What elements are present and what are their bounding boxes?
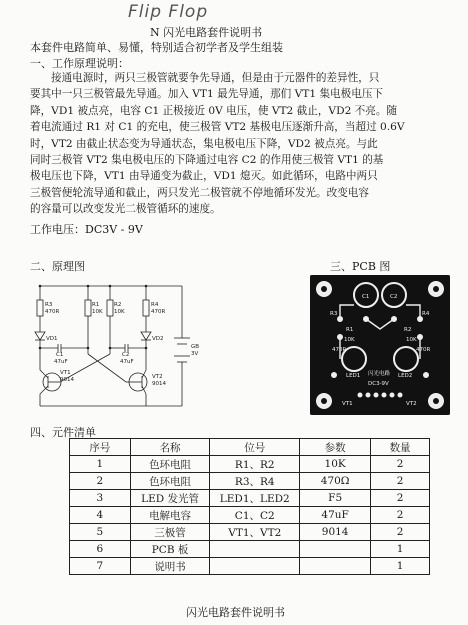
principle-line: 要其中一只三极管最先导通。加入 VT1 最先导通，那们 VT1 集电极电压下 <box>30 88 384 101</box>
table-row <box>70 558 430 575</box>
table-cell: 色环电阻 <box>130 473 210 490</box>
section-3-title: 三、PCB 图 <box>330 260 391 273</box>
principle-line: 接通电源时，两只三极管就要争先导通，但是由于元器件的差异性，只 <box>51 72 380 84</box>
label-c2-value: 47uF <box>120 359 134 365</box>
label-r3: R3 <box>45 302 53 308</box>
pcb-label-led1: LED1 <box>346 373 361 379</box>
table-cell <box>210 558 300 575</box>
table-row <box>70 524 430 541</box>
pcb-label-voltage: DC3-9V <box>368 381 389 387</box>
pcb-label-led2: LED2 <box>398 373 413 379</box>
table-cell: 色环电阻 <box>130 456 210 473</box>
table-cell: PCB 板 <box>130 541 210 558</box>
pcb-diagram <box>310 275 450 415</box>
table-cell: 470Ω <box>300 473 371 490</box>
pcb-label-r1: R1 <box>346 327 354 333</box>
table-cell: VT1、VT2 <box>210 524 300 541</box>
label-gb-value: 3V <box>191 351 199 357</box>
table-cell: 5 <box>70 524 131 541</box>
table-cell: C1、C2 <box>210 507 300 524</box>
table-cell: LED1、LED2 <box>210 490 300 507</box>
table-cell: 2 <box>371 507 430 524</box>
table-cell: 1 <box>70 456 131 473</box>
label-r2: R2 <box>114 302 122 308</box>
header-index: 序号 <box>70 439 131 456</box>
table-cell: LED 发光管 <box>130 490 210 507</box>
section-1-title: 一、工作原理说明： <box>30 57 129 70</box>
table-cell: 电解电容 <box>130 507 210 524</box>
pcb-label-vt2: VT2 <box>406 401 417 407</box>
label-r4: R4 <box>151 302 159 308</box>
label-vt2-model: 9014 <box>152 381 166 387</box>
label-r1: R1 <box>92 302 100 308</box>
label-vd1: VD1 <box>46 336 58 342</box>
label-vt1-model: 9014 <box>60 377 74 383</box>
principle-line: 的容量可以改变发光二极管循环的速度。 <box>30 203 221 216</box>
label-c1: C1 <box>56 352 64 358</box>
label-vt2: VT2 <box>152 374 163 380</box>
table-header-row <box>70 439 430 456</box>
table-cell: 2 <box>371 524 430 541</box>
section-2-title: 二、原理图 <box>30 260 85 273</box>
pcb-label-brand: 闪光电路 <box>368 371 391 377</box>
header-name: 名称 <box>130 439 210 456</box>
label-r1-value: 10K <box>92 309 103 315</box>
table-cell <box>300 558 371 575</box>
pcb-label-vt1: VT1 <box>342 401 353 407</box>
principle-line: 时，VT2 由截止状态变为导通状态，集电极电压下降，VD2 被点亮。与此 <box>30 137 378 150</box>
principle-line: 降，VD1 被点亮，电容 C1 正极接近 0V 电压，使 VT2 截止，VD2 不亮。随 <box>30 104 398 117</box>
table-row <box>70 456 430 473</box>
header-position: 位号 <box>210 439 300 456</box>
pcb-label-r2-value: 10K <box>406 337 417 343</box>
pcb-label-r2: R2 <box>404 327 412 333</box>
table-cell: 三极管 <box>130 524 210 541</box>
pcb-label-r1-value: 10K <box>344 337 355 343</box>
section-4-title: 四、元件清单 <box>30 426 96 439</box>
pcb-label-c2: C2 <box>390 294 398 300</box>
principle-line: 着电流通过 R1 对 C1 的充电，使三极管 VT2 基极电压逐渐升高，当超过 0.6V <box>30 121 405 134</box>
schematic-diagram <box>30 278 210 418</box>
handwritten-note: Flip Flop <box>128 2 209 22</box>
table-row <box>70 490 430 507</box>
table-cell: 2 <box>371 473 430 490</box>
document-title: N 闪光电路套件说明书 <box>150 26 263 39</box>
table-cell: 2 <box>371 456 430 473</box>
label-gb: GB <box>191 344 200 350</box>
table-cell: F5 <box>300 490 371 507</box>
table-row <box>70 473 430 490</box>
header-quantity: 数量 <box>371 439 430 456</box>
table-cell: R3、R4 <box>210 473 300 490</box>
principle-line: 同时三极管 VT2 集电极电压的下降通过电容 C2 的作用使三极管 VT1 的基 <box>30 154 384 167</box>
table-cell: 7 <box>70 558 131 575</box>
table-cell: 1 <box>371 541 430 558</box>
pcb-label-r3: R3 <box>330 311 338 317</box>
principle-line: 极电压也下降，VT1 由导通变为截止，VD1 熄灭。如此循环，电路中两只 <box>30 170 378 183</box>
table-cell: 2 <box>371 490 430 507</box>
label-vt1: VT1 <box>60 370 71 376</box>
principle-line: 三极管便轮流导通和截止，两只发光二极管就不停地循环发光。改变电容 <box>30 186 369 199</box>
table-row <box>70 507 430 524</box>
pcb-label-r4: R4 <box>422 311 430 317</box>
table-cell: 1 <box>371 558 430 575</box>
label-vd2: VD2 <box>152 336 164 342</box>
table-cell: 4 <box>70 507 131 524</box>
label-r2-value: 10K <box>114 309 125 315</box>
table-cell: 9014 <box>300 524 371 541</box>
principle-paragraph <box>30 70 460 218</box>
table-cell: 6 <box>70 541 131 558</box>
table-cell: 10K <box>300 456 371 473</box>
label-r4-value: 470R <box>151 309 166 315</box>
table-cell: 2 <box>70 473 131 490</box>
intro-text: 本套件电路简单、易懂，特别适合初学者及学生组装 <box>30 41 283 54</box>
label-r3-value: 470R <box>45 309 60 315</box>
table-cell: 说明书 <box>130 558 210 575</box>
table-row <box>70 541 430 558</box>
table-cell <box>210 541 300 558</box>
label-c2: C2 <box>122 352 130 358</box>
header-parameter: 参数 <box>300 439 371 456</box>
pcb-label-c1: C1 <box>362 294 370 300</box>
working-voltage: 工作电压：DC3V - 9V <box>30 223 143 236</box>
footer-text: 闪光电路套件说明书 <box>186 606 285 619</box>
parts-table <box>69 438 430 575</box>
pcb-label-r3-value: 470R <box>332 347 347 353</box>
table-cell: 3 <box>70 490 131 507</box>
table-cell <box>300 541 371 558</box>
label-c1-value: 47uF <box>54 359 68 365</box>
table-cell: R1、R2 <box>210 456 300 473</box>
pcb-label-r4-value: 470R <box>416 347 431 353</box>
table-cell: 47uF <box>300 507 371 524</box>
